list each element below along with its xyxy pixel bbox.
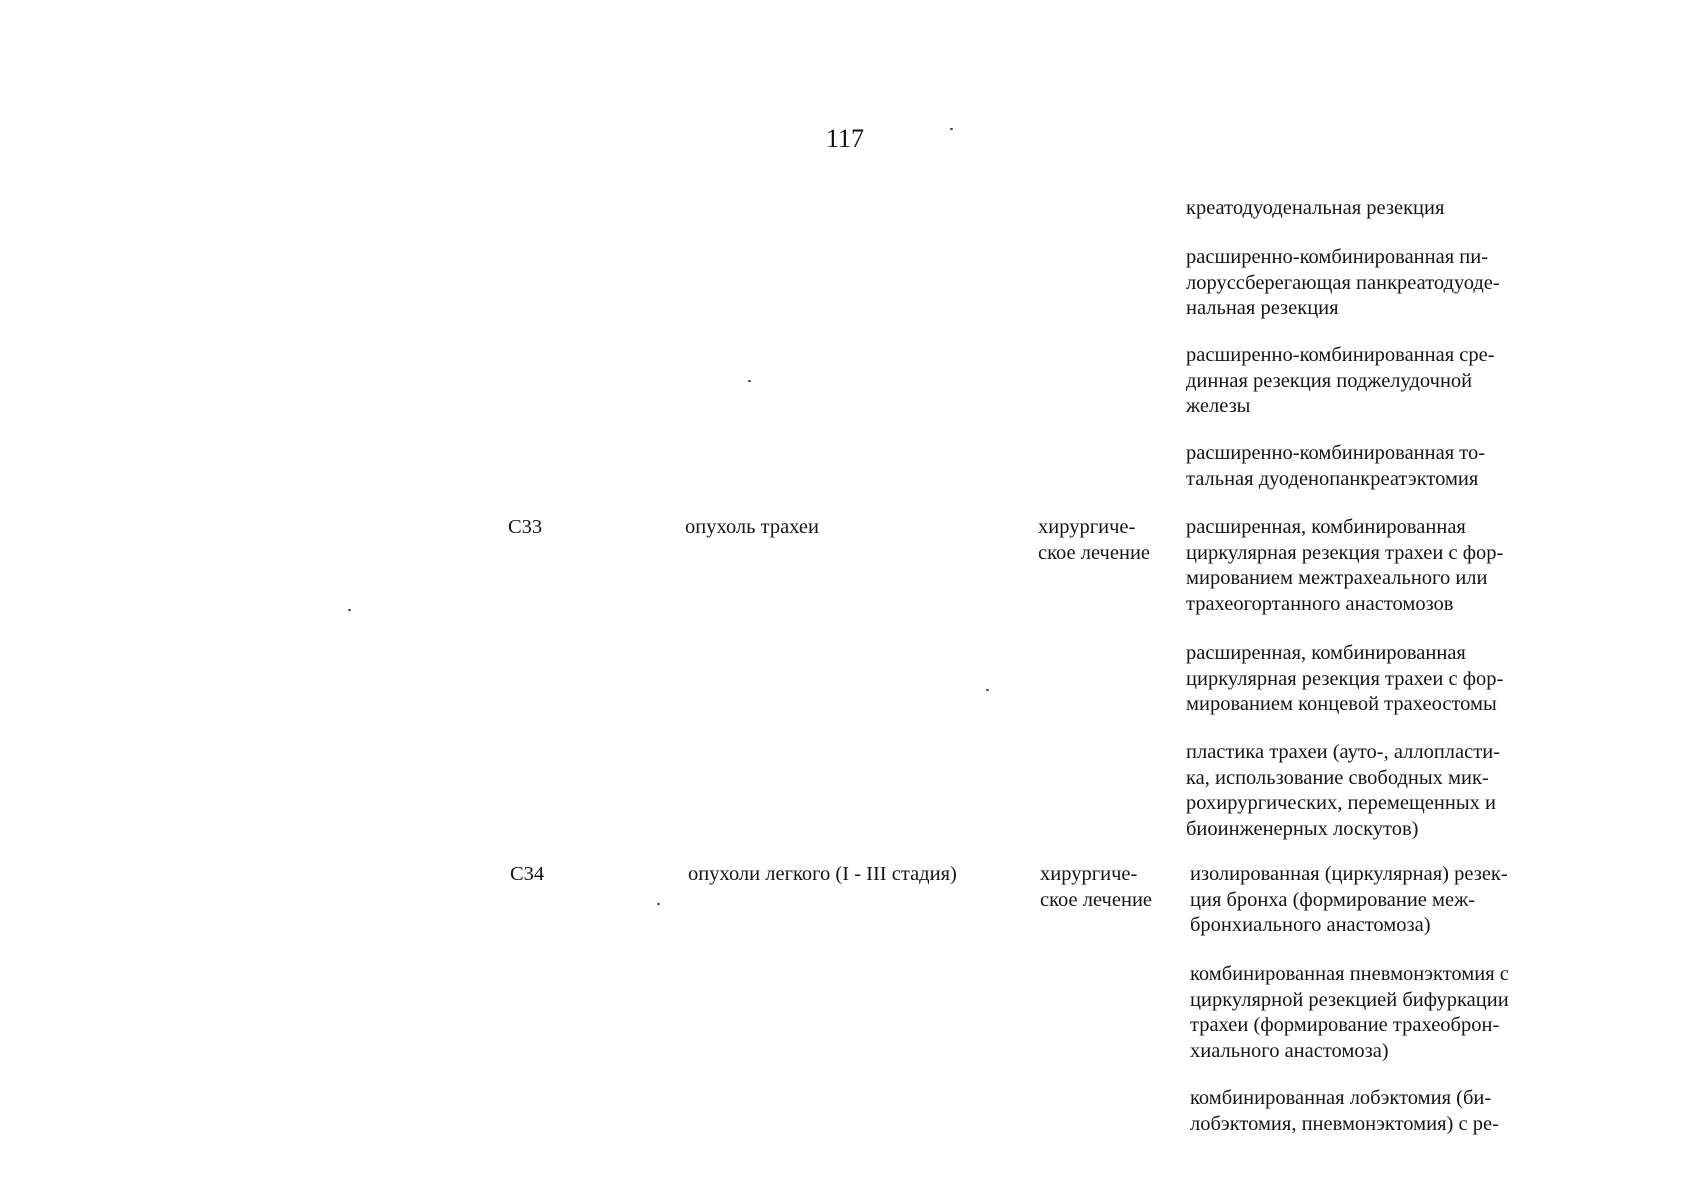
scan-speck [748,380,751,382]
scan-speck [348,609,351,611]
row-treatment: хирургиче- ское лечение [1040,863,1153,911]
row-diagnosis: опухоли легкого (I - III стадия) [688,863,957,885]
scan-speck [986,689,989,691]
method-text: комбинированная пневмонэктомия с циркулярной резекцией бифуркации трахеи (формирование трахеоброн- хиального анастомоза) [1190,963,1509,1062]
method-text: расширенная, комбинированная циркулярная резекция трахеи с фор- мированием концевой трахеостомы [1186,642,1504,715]
row-treatment: хирургиче- ское лечение [1038,516,1151,564]
method-text: изолированная (циркулярная) резек- ция бронха (формирование меж- бронхиального анастомоза) [1190,863,1508,936]
scan-speck [950,128,953,130]
row-code: С34 [510,863,545,885]
method-text: расширенно-комбинированная то- тальная дуоденопанкреатэктомия [1186,442,1486,490]
method-text: расширенная, комбинированная циркулярная резекция трахеи с фор- мированием межтрахеального или трахеогортанного анастомозов [1186,516,1504,615]
method-text: креатодуоденальная резекция [1186,197,1445,219]
method-text: расширенно-комбинированная пи- лоруссберегающая панкреатодуоде- нальная резекция [1186,246,1500,319]
method-text: пластика трахеи (ауто-, аллопласти- ка, использование свободных мик- рохирургических, перемещенных и биоинженерных лоскутов) [1186,741,1500,840]
row-code: С33 [508,516,543,538]
row-diagnosis: опухоль трахеи [685,516,819,538]
scan-speck [657,903,660,905]
method-text: комбинированная лобэктомия (би- лобэктомия, пневмонэктомия) с ре- [1190,1087,1499,1135]
page-number: 117 [826,124,865,153]
method-text: расширенно-комбинированная сре- динная резекция поджелудочной железы [1186,344,1495,417]
